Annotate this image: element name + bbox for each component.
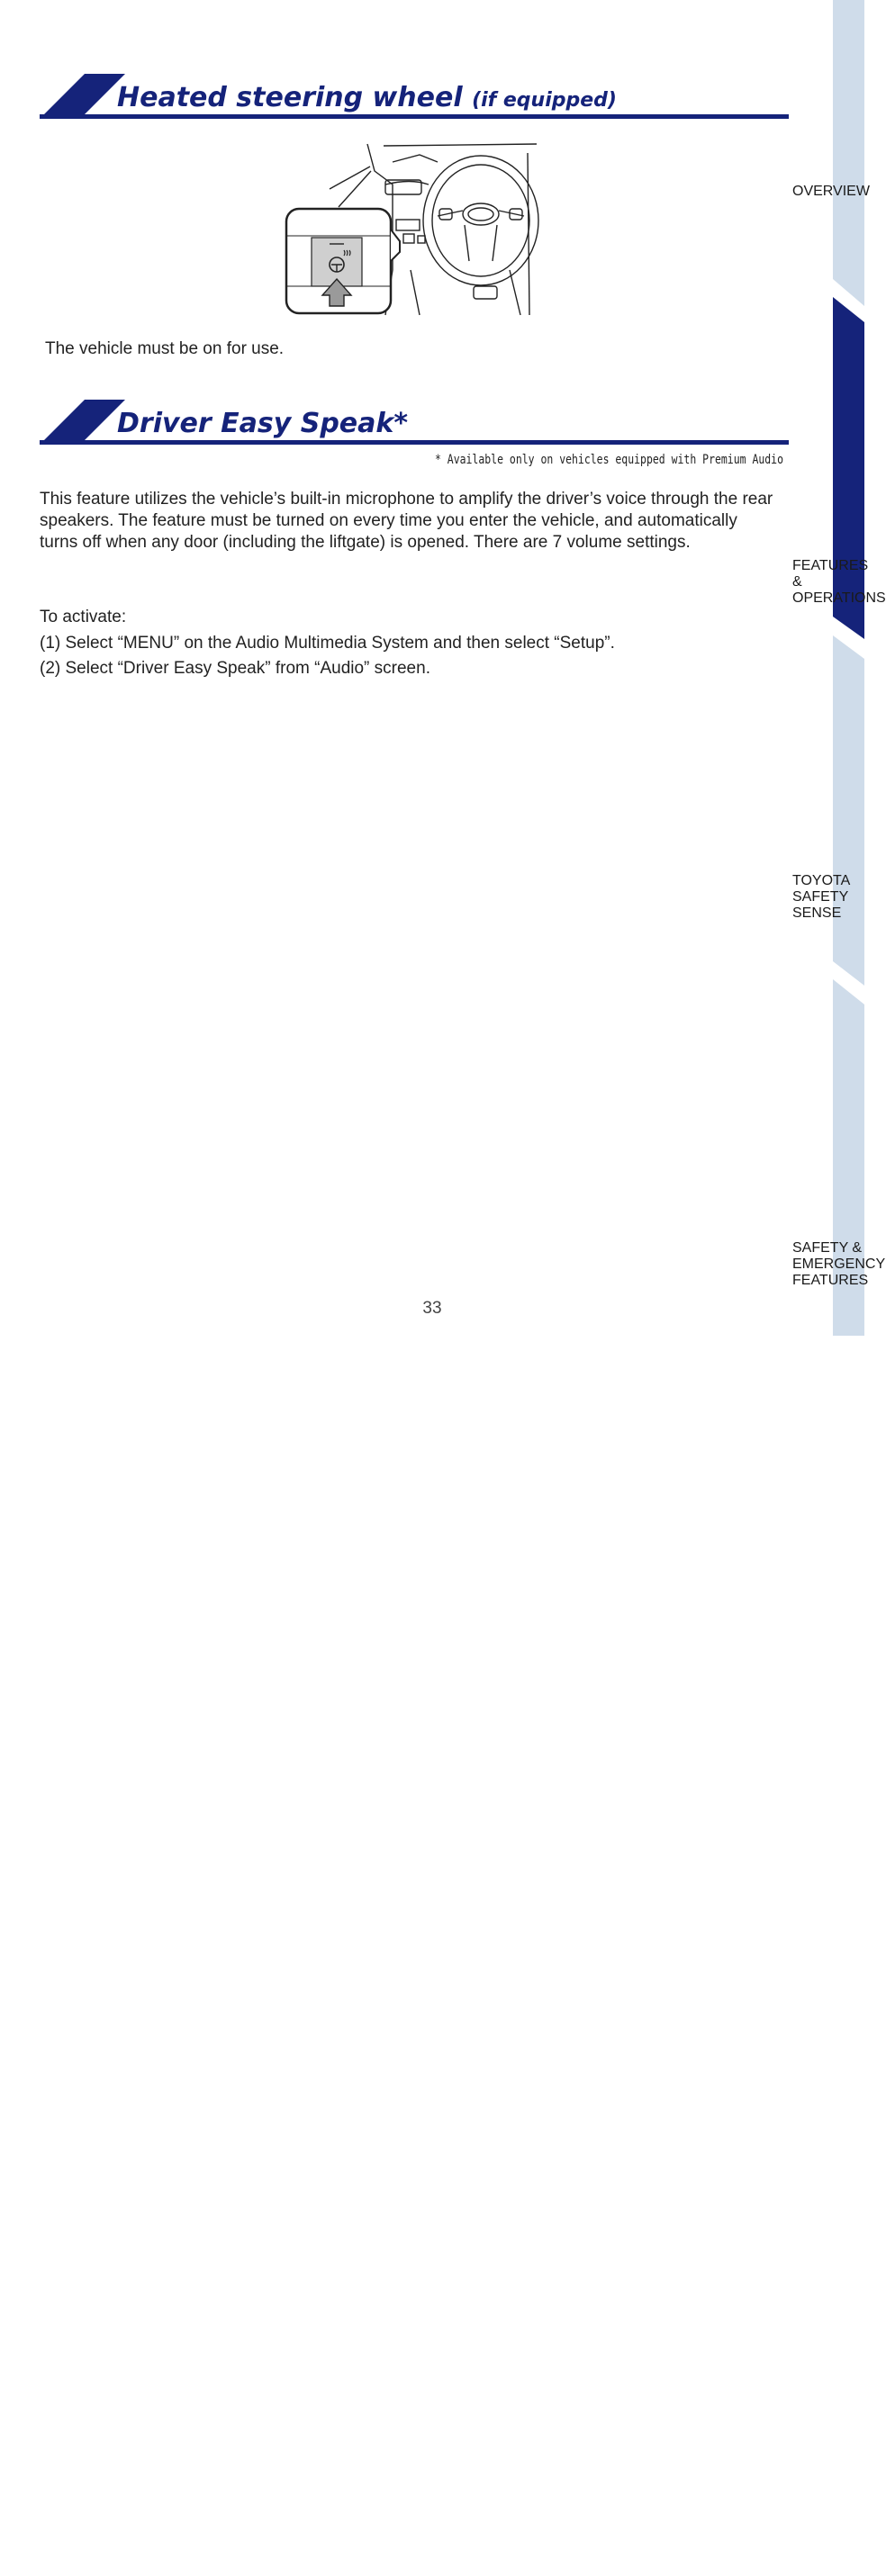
- heated-section-header: [40, 74, 789, 119]
- nav-label-features[interactable]: FEATURES & OPERATIONS: [792, 558, 886, 606]
- speak-section-title: Driver Easy Speak*: [117, 408, 409, 439]
- header-rule: [40, 440, 789, 445]
- header-accent-tab: [40, 400, 125, 445]
- speak-footnote: * Available only on vehicles equipped with Premium Audio: [434, 453, 783, 467]
- header-rule: [40, 114, 789, 119]
- activate-label: To activate:: [40, 608, 127, 626]
- heated-title-sub: (if equipped): [472, 89, 617, 112]
- nav-label-overview[interactable]: OVERVIEW: [792, 184, 870, 199]
- speak-paragraph: This feature utilizes the vehicle’s built-in microphone to amplify the driver’s voice through the rear speakers. The feature must be turned on every time you enter the vehicle, and automatically turns off when any door (including the liftgate) is opened. There are 7 volume settings.: [40, 490, 773, 552]
- steering-wheel-heater-illustration: [285, 135, 540, 319]
- activate-step-1: (1) Select “MENU” on the Audio Multimedia System and then select “Setup”.: [40, 634, 615, 653]
- activate-step-2: (2) Select “Driver Easy Speak” from “Audio” screen.: [40, 659, 430, 678]
- header-accent-tab: [40, 74, 125, 119]
- nav-label-emergency[interactable]: SAFETY & EMERGENCY FEATURES: [792, 1240, 885, 1288]
- speak-section-header: [40, 400, 789, 445]
- heated-note: The vehicle must be on for use.: [45, 339, 285, 358]
- nav-label-safety-sense[interactable]: TOYOTA SAFETY SENSE: [792, 873, 850, 921]
- heated-section-title: [117, 82, 617, 113]
- heated-title-main: Heated steering wheel: [117, 82, 463, 113]
- page-number: 33: [422, 1299, 442, 1318]
